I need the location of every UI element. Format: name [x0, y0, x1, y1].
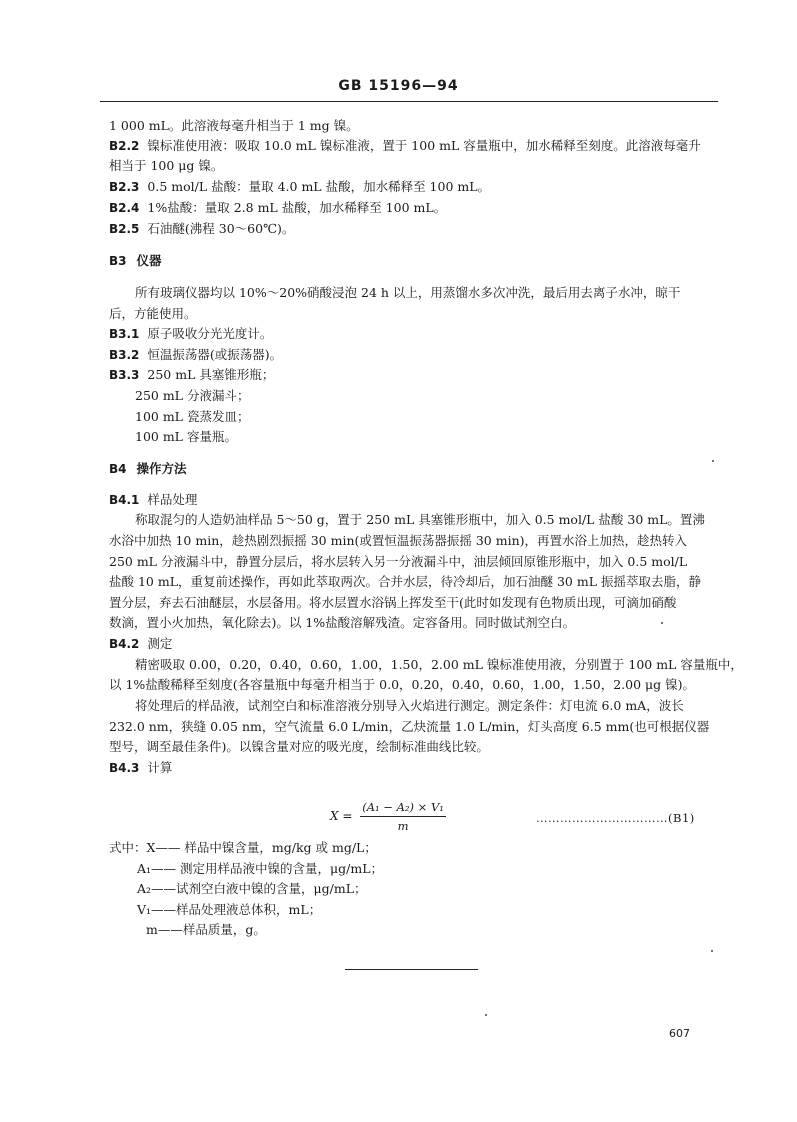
clause-number: B2.3	[109, 180, 140, 194]
clause-text: 测定	[147, 636, 173, 651]
section-title: 仪器	[136, 253, 162, 268]
scan-speck	[661, 622, 663, 624]
clause-b2-3	[109, 179, 490, 195]
text-line: 型号，调至最佳条件)。以镍含量对应的吸光度，绘制标准曲线比较。	[109, 739, 489, 754]
list-item: 100 mL 容量瓶。	[135, 429, 237, 444]
text-line: 称取混匀的人造奶油样品 5～50 g，置于 250 mL 具塞锥形瓶中，加入 0.5 mol/L 盐酸 30 mL。置沸	[135, 512, 705, 527]
text-line: 将处理后的样品液，试剂空白和标准溶液分别导入火焰进行测定。测定条件：灯电流 6.0 mA，波长	[135, 698, 684, 713]
scan-speck	[712, 460, 714, 462]
clause-number: B2.2	[109, 139, 140, 153]
page-header: GB 15196—94	[338, 78, 459, 94]
text-line: 盐酸 10 mL，重复前述操作，再如此萃取两次。合并水层，待冷却后，加石油醚 30 mL 振摇萃取去脂，静	[109, 574, 701, 589]
clause-b4-1	[109, 492, 197, 508]
clause-b2-5	[109, 221, 294, 237]
where-line: m——样品质量，g。	[146, 922, 266, 937]
text-line: 数滴，置小火加热，氧化除去)。以 1%盐酸溶解残渣。定容备用。同时做试剂空白。	[109, 615, 576, 630]
header-rule	[100, 101, 718, 102]
clause-number: B3.1	[109, 327, 140, 341]
section-heading-b3	[109, 253, 162, 269]
clause-b3-1	[109, 326, 272, 342]
clause-number: B2.4	[109, 201, 140, 215]
section-number: B4	[109, 462, 127, 476]
clause-text: 计算	[147, 760, 173, 775]
clause-b3-3	[109, 367, 274, 383]
clause-number: B3.2	[109, 348, 140, 362]
formula-numerator: (A₁ − A₂) × V₁	[360, 800, 446, 817]
section-number: B3	[109, 254, 127, 268]
text-line: 250 mL 分液漏斗中，静置分层后，将水层转入另一分液漏斗中，油层倾回原锥形瓶中，加入 0.5 mol/L	[109, 554, 688, 569]
clause-text: 原子吸收分光光度计。	[147, 326, 273, 341]
page-number: 607	[669, 1027, 690, 1040]
text-line: 置分层，弃去石油醚层，水层备用。将水层置水浴锅上挥发至干(此时如发现有色物质出现，可滴加硝酸	[109, 595, 677, 610]
clause-b3-2	[109, 347, 282, 363]
clause-number: B4.1	[109, 493, 140, 507]
where-line: A₂——试剂空白液中镍的含量，μg/mL；	[137, 881, 367, 896]
clause-number: B3.3	[109, 368, 140, 382]
equation-number: ……………………………(B1)	[536, 811, 695, 825]
clause-b2-4	[109, 200, 446, 216]
clause-number: B4.3	[109, 761, 140, 775]
clause-b2-2	[109, 138, 701, 154]
clause-text: 镍标准使用液：吸取 10.0 mL 镍标准液，置于 100 mL 容量瓶中，加水稀释至刻度。此溶液每毫升	[147, 138, 701, 153]
end-rule	[345, 969, 478, 970]
where-line: A₁—— 测定用样品液中镍的含量，μg/mL；	[137, 861, 384, 876]
text-line: 232.0 nm，狭缝 0.05 nm，空气流量 6.0 L/min，乙炔流量 1.0 L/min，灯头高度 6.5 mm(也可根据仪器	[109, 719, 710, 734]
clause-text: 恒温振荡器(或振荡器)。	[147, 347, 283, 362]
where-line: V₁——样品处理液总体积，mL；	[137, 902, 322, 917]
clause-text: 石油醚(沸程 30～60℃)。	[147, 221, 295, 236]
text-line: 水浴中加热 10 min，趁热剧烈振摇 30 min(或置恒温振荡器振摇 30 min)，再置水浴上加热，趁热转入	[109, 533, 688, 548]
section-heading-b4	[109, 461, 187, 477]
clause-number: B4.2	[109, 637, 140, 651]
formula-fraction	[360, 800, 446, 833]
text-line: 1 000 mL。此溶液每毫升相当于 1 mg 镍。	[109, 118, 359, 133]
list-item: 100 mL 瓷蒸发皿；	[135, 409, 250, 424]
section-title: 操作方法	[136, 461, 187, 476]
where-line: 式中：X—— 样品中镍含量，mg/kg 或 mg/L；	[109, 840, 377, 855]
clause-b4-3	[109, 760, 172, 776]
clause-text: 1%盐酸：量取 2.8 mL 盐酸，加水稀释至 100 mL。	[147, 200, 447, 215]
clause-text: 样品处理	[147, 492, 198, 507]
clause-b4-2	[109, 636, 172, 652]
text-line: 以 1%盐酸稀释至刻度(各容量瓶中每毫升相当于 0.0，0.20，0.40，0.60，1.00，1.50，2.00 μg 镍)。	[109, 677, 695, 692]
text-line: 所有玻璃仪器均以 10%～20%硝酸浸泡 24 h 以上，用蒸馏水多次冲洗，最后用去离子水冲，晾干	[135, 285, 681, 300]
clause-text: 250 mL 具塞锥形瓶；	[147, 367, 275, 382]
scan-speck	[485, 1014, 487, 1016]
scan-speck	[711, 950, 713, 952]
clause-text: 0.5 mol/L 盐酸：量取 4.0 mL 盐酸，加水稀释至 100 mL。	[147, 179, 491, 194]
text-line: 后，方能使用。	[109, 306, 197, 321]
formula-b1	[330, 800, 446, 833]
formula-denominator: m	[397, 819, 409, 833]
text-line: 精密吸取 0.00，0.20，0.40，0.60，1.00，1.50，2.00 mL 镍标准使用液，分别置于 100 mL 容量瓶中，	[135, 657, 743, 672]
text-line: 相当于 100 μg 镍。	[109, 158, 224, 173]
formula-lhs: X =	[330, 809, 353, 823]
list-item: 250 mL 分液漏斗；	[135, 388, 250, 403]
clause-number: B2.5	[109, 222, 140, 236]
